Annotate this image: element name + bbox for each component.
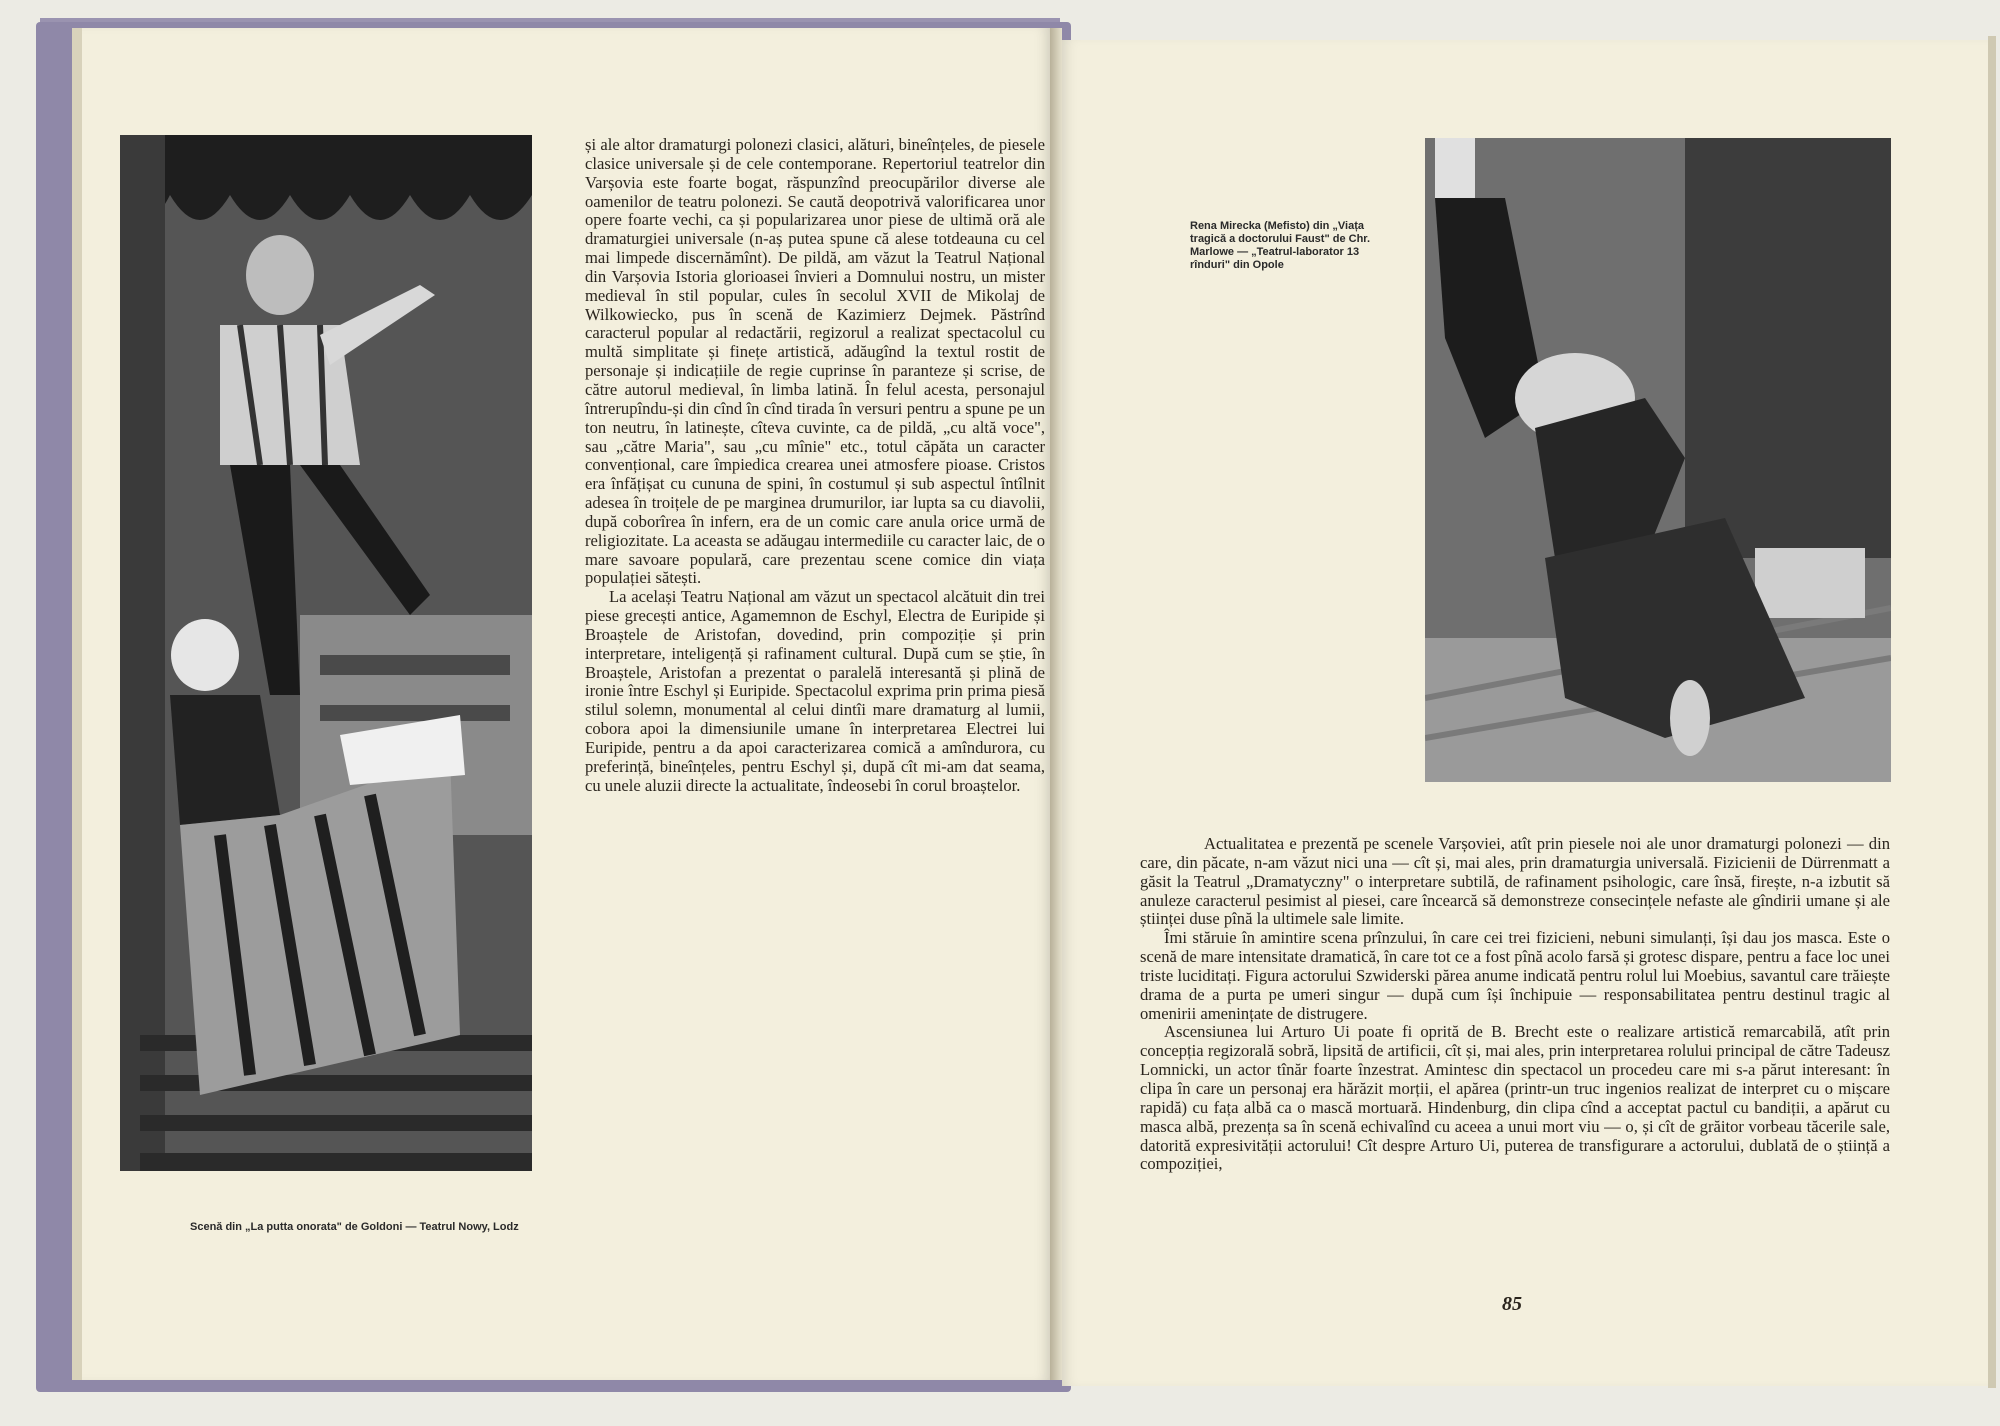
page-number: 85 — [1502, 1293, 1522, 1315]
paragraph: Actualitatea e prezentă pe scenele Varșoviei, atît prin piesele noi ale unor dramaturgi polonezi — din care, din păcate, n-am văzut nici una — cît și, mai ales, prin dramaturgia universală. Fizicienii de Dürrenmatt a găsit la Teatrul „Dramatyczny" o interpretare subtilă, de rafinament psihologic, care însă, firește, n-a izbutit să anuleze caracterul pesimist al piesei, care încearcă să demonstreze consecințele nefaste ale gîndirii umane și ale științei duse pînă la ultimele sale limite. — [1140, 834, 1890, 929]
theatre-photo-right — [1425, 138, 1891, 782]
page-edge — [72, 28, 82, 1380]
stage-scene-illustration — [120, 135, 532, 1171]
right-page — [1062, 40, 1996, 1386]
paragraph: și ale altor dramaturgi polonezi clasici, alături, bineînțeles, de piesele clasice universale și de cele contemporane. Repertoriul teatrelor din Varșovia este foarte bogat, răspunzînd preocupărilor diverse ale oamenilor de teatru polonezi. Se caută deopotrivă valorificarea unor opere foarte vechi, ca și popularizarea unor piese de ultimă oră ale dramaturgiei universale (n-aș putea spune că alese totdeauna cu cel mai limpede discernămînt). De pildă, am văzut la Teatrul Național din Varșovia Istoria glorioasei învieri a Domnului nostru, un mister medieval în stil popular, cules în secolul XVII de Mikolaj de Wilkowiecko, pus în scenă de Kazimierz Dejmek. Păstrînd caracterul popular al redactării, regizorul a realizat spectacolul cu multă simplitate și finețe artistică, adăugînd la textul rostit de personaje și indicațiile de regie cuprinse în paranteze și scrise, de către autorul medieval, în limba latină. În felul acesta, personajul întrerupîndu-și din cînd în cînd tirada în versuri pentru a spune pe un ton neutru, în latinește, cîteva cuvinte, ca de pildă, „cu altă voce", sau „către Maria", sau „cu mînie" etc., totul căpăta un caracter convențional, care împiedica crearea unei atmosfere pioase. Cristos era înfățișat cu cununa de spini, în costumul și sub aspectul întîlnit adesea în troițele de pe marginea drumurilor, iar lupta sa cu diavolii, după coborîrea în infern, era de un comic care anula orice urmă de religiozitate. La aceasta se adăugau intermediile cu caracter laic, de o mare savoare populară, care prezentau scene comice din viața populației sătești. — [585, 135, 1045, 588]
left-text-column — [585, 136, 1045, 796]
photo-caption-right: Rena Mirecka (Mefisto) din „Viața tragică a doctorului Faust" de Chr. Marlowe — „Teatrul-laborator 13 rînduri" din Opole — [1190, 220, 1371, 271]
actor-illustration — [1425, 138, 1891, 782]
left-page — [72, 28, 1052, 1380]
page-edge-right — [1988, 36, 1996, 1388]
photo-caption-left: Scenă din „La putta onorata" de Goldoni — Teatrul Nowy, Lodz — [190, 1221, 519, 1233]
paragraph: Îmi stăruie în amintire scena prînzului, în care cei trei fizicieni, nebuni simulanți, își dau jos masca. Este o scenă de mare intensitate dramatică, în care tot ce a fost pînă acolo farsă și grotesc dispare, pentru a face loc unei triste luciditați. Figura actorului Szwiderski părea anume indicată pentru rolul lui Moebius, savantul care trăiește drama de a purta pe umeri singur — după cum își închipuie — responsabilitatea pentru destinul tragic al omenirii amenințate de distrugere. — [1140, 928, 1890, 1023]
paragraph: La același Teatru Național am văzut un spectacol alcătuit din trei piese grecești antice, Agamemnon de Eschyl, Electra de Euripide și Broaștele de Aristofan, dovedind, prin compoziție și prin interpretare, inteligență și rafinament cultural. După cum se știe, în Broaștele, Aristofan a prezentat o paralelă interesantă și plină de ironie între Eschyl și Euripide. Spectacolul exprima prin prima piesă stilul solemn, monumental al celui dintîi mare dramaturg al lumii, cobora apoi la dimensiunile umane în interpretarea Electrei lui Euripide, pentru a da apoi caracterizarea comică a amîndurora, cu preferință, bineînțeles, pentru Eschyl și, după cît mi-am dat seama, cu unele aluzii directe la actualitate, îndeosebi în corul broaștelor. — [585, 587, 1045, 795]
paragraph: Ascensiunea lui Arturo Ui poate fi oprită de B. Brecht este o realizare artistică remarcabilă, atît prin concepția regizorală sobră, lipsită de artificii, cît și, mai ales, prin interpretarea rolului principal de către Tadeusz Lomnicki, un actor tînăr foarte înzestrat. Amintesc din spectacol un procedeu care mi s-a părut interesant: în clipa în care un personaj era hărăzit morții, el apărea (printr-un truc ingenios realizat de interpret cu o mișcare rapidă) cu fața albă ca o mască mortuară. Hindenburg, din clipa cînd a acceptat pactul cu bandiții, a apărut cu masca albă, prezența sa în scenă echivalînd cu aceea a unui mort viu — o, și cît de grăitor vorbeau tăcerile sale, datorită expresivității actorului! Cît despre Arturo Ui, puterea de transfigurare a actorului, dublată de o știință a compoziției, — [1140, 1022, 1890, 1174]
right-text-column — [1140, 835, 1890, 1174]
theatre-photo-left — [120, 135, 532, 1171]
book-gutter — [1050, 28, 1062, 1380]
